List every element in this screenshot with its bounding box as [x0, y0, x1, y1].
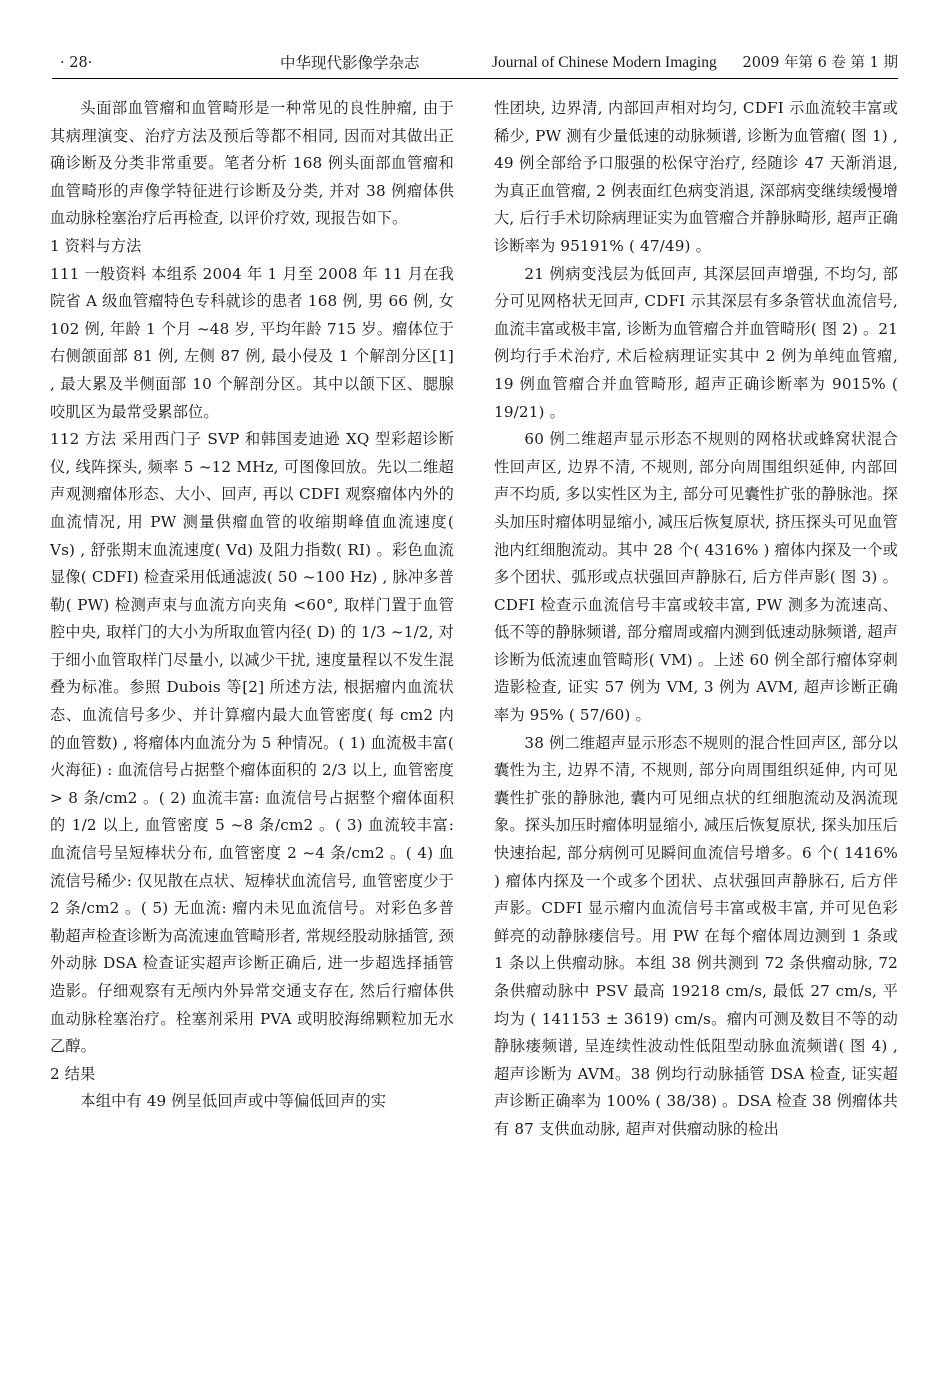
results-paragraph-start: 本组中有 49 例呈低回声或中等偏低回声的实 — [80, 1092, 387, 1111]
section-heading-results: 2 结果 — [50, 1064, 96, 1083]
journal-title-cn: 中华现代影像学杂志 — [280, 54, 420, 72]
issue-info: 2009 年第 6 卷 第 1 期 — [742, 55, 898, 71]
results-paragraph-60-cases: 60 例二维超声显示形态不规则的网格状或蜂窝状混合性回声区, 边界不清, 不规则, 部分向周围组织延伸, 内部回声不均质, 多以实性区为主, 部分可见囊性扩张的静脉池。探头加压时瘤体明显缩小, 减压后恢复原状, 挤压探头可见血管池内红细胞流动。其中 28 个( 4316% ) 瘤体内探及一个或多个团状、弧形或点状强回声静脉石, 后方伴声影( 图 3) 。CDFI 检查示血流信号丰富或较丰富, PW 测多为流速高、低不等的静脉频谱, 部分瘤周或瘤内测到低速动脉频谱, 超声诊断为低流速血管畸形( VM) 。上述 60 例全部行瘤体穿刺造影检查, 证实 57 例为 VM, 3 例为 AVM, 超声诊断正确率为 95% ( 57/60) 。 — [494, 430, 898, 725]
left-column — [50, 95, 454, 1116]
running-header — [52, 50, 898, 76]
subsection-method: 112 方法 采用西门子 SVP 和韩国麦迪逊 XQ 型彩超诊断仪, 线阵探头, 频率 5 ~12 MHz, 可图像回放。先以二维超声观测瘤体形态、大小、回声, 再以 CDFI 观察瘤体内外的血流情况, 用 PW 测量供瘤血管的收缩期峰值血流速度( Vs) , 舒张期末血流速度( Vd) 及阻力指数( RI) 。彩色血流显像( CDFI) 检查采用低通滤波( 50 ~100 Hz) , 脉冲多普勒( PW) 检测声束与血流方向夹角 <60°, 取样门置于血管腔中央, 取样门的大小为所取血管内径( D) 的 1/3 ~1/2, 对于细小血管取样门尽量小, 以减少干扰, 速度量程以不发生混叠为标准。参照 Dubois 等[2] 所述方法, 根据瘤内血流状态、血流信号多少、并计算瘤内最大血管密度( 每 cm2 内的血管数) , 将瘤体内血流分为 5 种情况。( 1) 血流极丰富( 火海征) : 血流信号占据整个瘤体面积的 2/3 以上, 血管密度 > 8 条/cm2 。( 2) 血流丰富: 血流信号占据整个瘤体面积的 1/2 以上, 血管密度 5 ~8 条/cm2 。( 3) 血流较丰富: 血流信号呈短棒状分布, 血管密度 2 ~4 条/cm2 。( 4) 血流信号稀少: 仅见散在点状、短棒状血流信号, 血管密度少于 2 条/cm2 。( 5) 无血流: 瘤内未见血流信号。对彩色多普勒超声检查诊断为高流速血管畸形者, 常规经股动脉插管, 颈外动脉 DSA 检查证实超声诊断正确后, 进一步超选择插管造影。仔细观察有无颅内外异常交通支存在, 然后行瘤体供血动脉栓塞治疗。栓塞剂采用 PVA 或明胶海绵颗粒加无水乙醇。 — [50, 430, 454, 1056]
intro-paragraph: 头面部血管瘤和血管畸形是一种常见的良性肿瘤, 由于其病理演变、治疗方法及预后等都不相同, 因而对其做出正确诊断及分类非常重要。笔者分析 168 例头面部血管瘤和血管畸形的声像学特征进行诊断及分类, 并对 38 例瘤体供血动脉栓塞治疗后再检查, 以评价疗效, 现报告如下。 — [50, 99, 454, 228]
section-heading-methods: 1 资料与方法 — [50, 236, 142, 255]
results-paragraph-continued: 性团块, 边界清, 内部回声相对均匀, CDFI 示血流较丰富或稀少, PW 测有少量低速的动脉频谱, 诊断为血管瘤( 图 1) , 49 例全部给予口服强的松保守治疗, 经随诊 47 天渐消退, 为真正血管瘤, 2 例表面红色病变消退, 深部病变继续缓慢增大, 后行手术切除病理证实为血管瘤合并静脉畸形, 超声正确诊断率为 95191% ( 47/49) 。 — [494, 99, 898, 255]
results-paragraph-21-cases: 21 例病变浅层为低回声, 其深层回声增强, 不均匀, 部分可见网格状无回声, CDFI 示其深层有多条管状血流信号, 血流丰富或极丰富, 诊断为血管瘤合并血管畸形( 图 2) 。21 例均行手术治疗, 术后检病理证实其中 2 例为单纯血管瘤, 19 例血管瘤合并血管畸形, 超声正确诊断率为 9015% ( 19/21) 。 — [494, 264, 898, 421]
header-rule — [52, 78, 898, 79]
page-number: · 28· — [60, 55, 93, 71]
results-paragraph-38-cases: 38 例二维超声显示形态不规则的混合性回声区, 部分以囊性为主, 边界不清, 不规则, 部分向周围组织延伸, 内可见囊性扩张的静脉池, 囊内可见细点状的红细胞流动及涡流现象。探头加压时瘤体明显缩小, 减压后恢复原状, 探头加压后快速抬起, 部分病例可见瞬间血流信号增多。6 个( 1416% ) 瘤体内探及一个或多个团状、点状强回声静脉石, 后方伴声影。CDFI 显示瘤内血流信号丰富或极丰富, 并可见色彩鲜亮的动静脉瘘信号。用 PW 在每个瘤体周边测到 1 条或 1 条以上供瘤动脉。本组 38 例共测到 72 条供瘤动脉, 72 条供瘤动脉中 PSV 最高 19218 cm/s, 最低 27 cm/s, 平均为 ( 141153 ± 3619) cm/s。瘤内可测及数目不等的动静脉瘘频谱, 呈连续性波动性低阻型动脉血流频谱( 图 4) , 超声诊断为 AVM。38 例均行动脉插管 DSA 检查, 证实超声诊断正确率为 100% ( 38/38) 。DSA 检查 38 例瘤体共有 87 支供血动脉, 超声对供瘤动脉的检出 — [494, 733, 898, 1138]
journal-title-en: Journal of Chinese Modern Imaging — [492, 54, 717, 71]
right-column — [494, 95, 898, 1144]
subsection-general-data: 111 一般资料 本组系 2004 年 1 月至 2008 年 11 月在我院省 A 级血管瘤特色专科就诊的患者 168 例, 男 66 例, 女 102 例, 年龄 1 个月 ~48 岁, 平均年龄 715 岁。瘤体位于右侧颌面部 81 例, 左侧 87 例, 最小侵及 1 个解剖分区[1] , 最大累及半侧面部 10 个解剖分区。其中以颌下区、腮腺咬肌区为最常受累部位。 — [50, 264, 454, 421]
